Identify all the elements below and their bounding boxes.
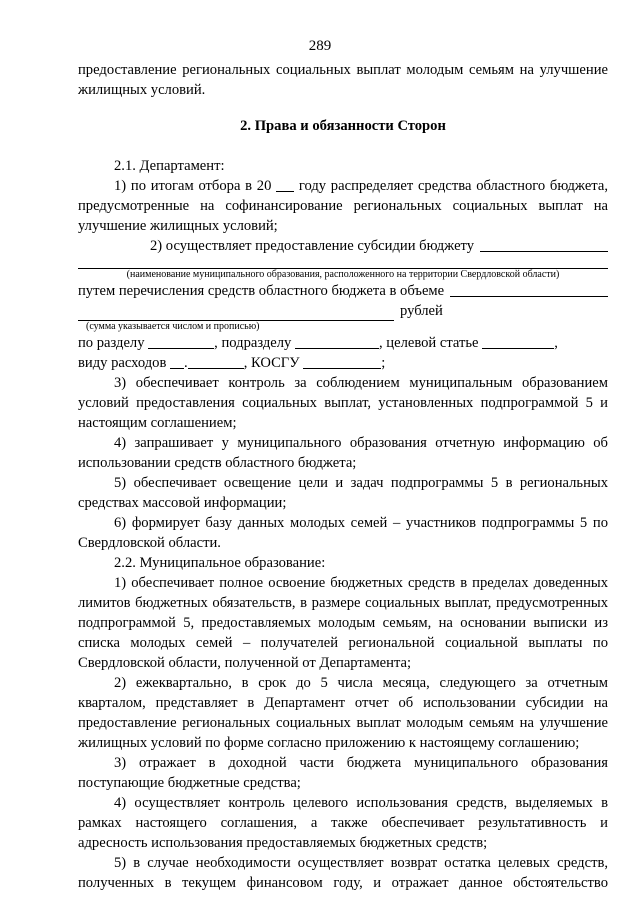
- dept-item-2-text: 2) осуществляет предоставление субсидии бюджету: [150, 238, 475, 254]
- rubles-line: [78, 301, 608, 321]
- dept-item-5: 5) обеспечивает освещение цели и задач подпрограммы 5 в региональных средствах массовой информации;: [78, 475, 608, 511]
- kosgu-blank: [303, 354, 381, 369]
- mun-heading: 2.2. Муниципальное образование:: [114, 555, 326, 571]
- dept-item-1-rest: году распределяет средства областного бюджета, предусмотренные на софинансирование региональных социальных выплат на улучшение жилищных условий;: [78, 178, 608, 234]
- transfer-text: путем перечисления средств областного бюджета в объеме: [78, 283, 445, 299]
- document-body: [78, 60, 608, 893]
- mun-item-5: 5) в случае необходимости осуществляет возврат остатка целевых средств, полученных в текущем финансовом году, и отражает данное обстоятельство: [78, 855, 608, 891]
- intro-line-1: предоставление региональных социальных выплат молодым семьям на улучшение: [78, 62, 608, 78]
- section-title: 2. Права и обязанности Сторон: [240, 118, 446, 134]
- dept-item-4: 4) запрашивает у муниципального образования отчетную информацию об использовании средств областного бюджета;: [78, 435, 608, 471]
- subsection-blank: [295, 334, 379, 349]
- dept-item-1: [78, 176, 608, 236]
- kosgu-label: , КОСГУ: [243, 355, 300, 371]
- expense-label: виду расходов: [78, 355, 167, 371]
- mo-caption: (наименование муниципального образования, расположенного на территории Свердловской области): [126, 269, 560, 280]
- year-blank: [276, 177, 294, 192]
- mun-item-4: 4) осуществляет контроль целевого использования средств, выделяемых в рамках настоящего соглашения, а также обеспечивает результативность и адресность использования предоставляемых бюджетных средств;: [78, 795, 608, 851]
- expense-line: виду расходов . , КОСГУ ;: [78, 355, 386, 371]
- intro-line-2: жилищных условий.: [78, 82, 206, 98]
- dept-item-6: 6) формирует базу данных молодых семей – участников подпрограммы 5 по Свердловской области.: [78, 515, 608, 551]
- section-blank: [148, 334, 214, 349]
- mun-item-2: 2) ежеквартально, в срок до 5 числа месяца, следующего за отчетным кварталом, представляет в Департамент отчет об использовании субсидии на предоставление региональных социальных выплат молодым семьям на улучшение жилищных условий по форме согласно приложению к настоящему соглашению;: [78, 675, 608, 751]
- transfer-line: [78, 281, 608, 301]
- subsection-label: , подразделу: [214, 335, 292, 351]
- by-section-label: по разделу: [78, 335, 145, 351]
- target-label: , целевой статье: [379, 335, 479, 351]
- budget-name-blank: [480, 237, 608, 252]
- dept-item-2: [78, 236, 608, 256]
- rubles-label: рублей: [400, 303, 443, 319]
- amount-blank: [450, 282, 608, 297]
- amount-words-blank: [78, 306, 394, 321]
- page-number: 289: [308, 38, 332, 54]
- expense-blank-1: [170, 354, 184, 369]
- sum-caption: (сумма указывается числом и прописью): [86, 321, 260, 332]
- dept-heading: 2.1. Департамент:: [114, 158, 225, 174]
- dept-item-3: 3) обеспечивает контроль за соблюдением муниципальным образованием условий предоставления социальных выплат, установленных подпрограммой 5 и настоящим соглашением;: [78, 375, 608, 431]
- mo-name-line: [78, 256, 608, 269]
- target-blank: [482, 334, 554, 349]
- mun-item-1: 1) обеспечивает полное освоение бюджетных средств в пределах доведенных лимитов бюджетных обязательств, в размере социальных выплат, предусмотренных подпрограммой 5, предоставляемых молодым семьям, на основании выписки из списка молодых семей – получателей региональной социальной выплаты по Свердловской области, полученной от Департамента;: [78, 575, 608, 671]
- classification-line: по разделу , подразделу , целевой статье ,: [78, 335, 558, 351]
- expense-blank-2: [188, 354, 244, 369]
- dept-item-1-start: 1) по итогам отбора в 20: [114, 178, 272, 194]
- mun-item-3: 3) отражает в доходной части бюджета муниципального образования поступающие бюджетные средства;: [78, 755, 608, 791]
